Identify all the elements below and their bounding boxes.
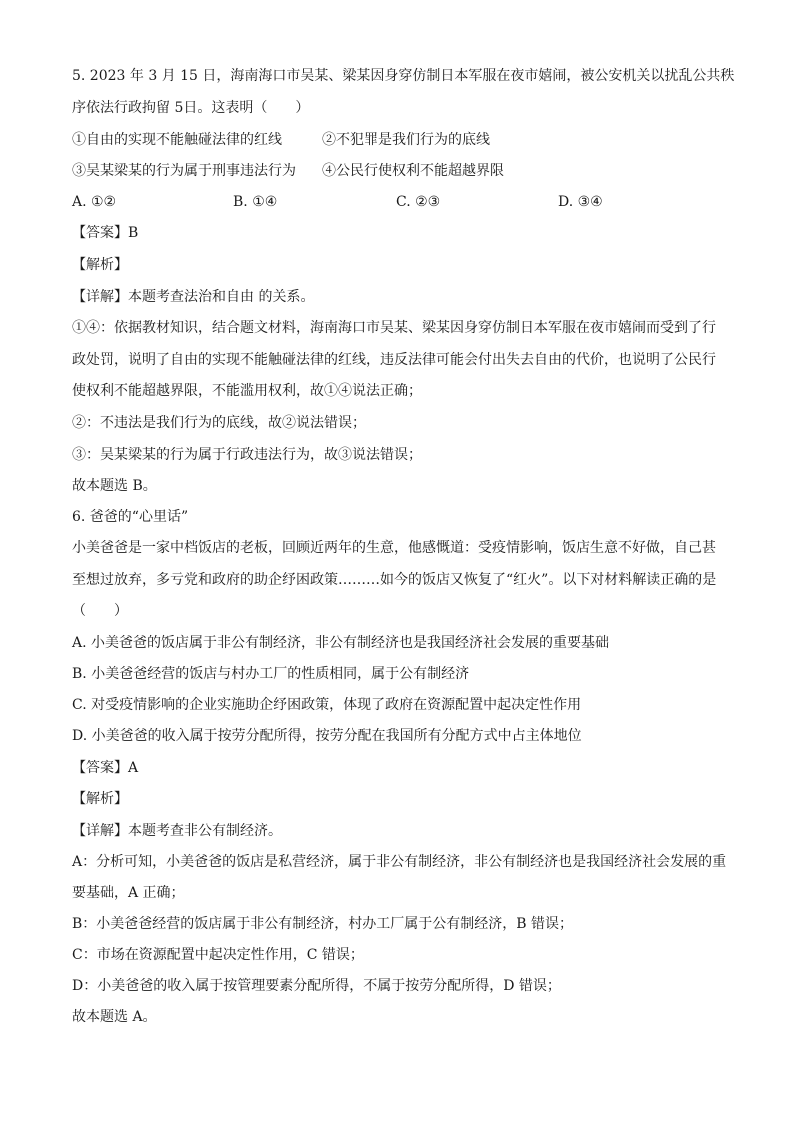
q5-explanation-item-2: ②：不违法是我们行为的底线，故②说法错误；: [72, 415, 366, 431]
q6-stem-line-2: 至想过放弃，多亏党和政府的助企纾困政策………如今的饭店又恢复了“红火”。以下对材料解读正确的是: [72, 572, 717, 588]
q5-option-b: B. ①④: [233, 194, 278, 210]
q5-stem-line-2: 序依法行政拘留 5日。这表明（ ）: [72, 100, 310, 116]
q6-option-d: D. 小美爸爸的收入属于按劳分配所得，按劳分配在我国所有分配方式中占主体地位: [72, 728, 582, 744]
q6-explanation-a-line-1: A：分析可知，小美爸爸的饭店是私营经济，属于非公有制经济，非公有制经济也是我国经济社会发展的重: [72, 854, 727, 870]
q6-title: 6. 爸爸的“心里话”: [72, 509, 189, 525]
q6-explanation-b: B：小美爸爸经营的饭店属于非公有制经济，村办工厂属于公有制经济，B 错误；: [72, 916, 574, 932]
q5-item-2: ②不犯罪是我们行为的底线: [322, 132, 490, 148]
q6-conclusion: 故本题选 A。: [72, 1009, 157, 1025]
q6-explanation-c: C：市场在资源配置中起决定性作用，C 错误；: [72, 947, 364, 963]
q6-stem-line-3: （ ）: [72, 603, 128, 619]
q5-answer: 【答案】B: [72, 225, 139, 241]
q5-explanation-item-3: ③：吴某梁某的行为属于行政违法行为，故③说法错误；: [72, 447, 422, 463]
q5-detail: 【详解】本题考查法治和自由 的关系。: [72, 289, 315, 305]
q5-stem-line-1: 5. 2023 年 3 月 15 日，海南海口市吴某、梁某因身穿仿制日本军服在夜市嬉闹，被公安机关以扰乱公共秩: [72, 68, 735, 84]
q5-explanation-line-1: ①④：依据教材知识，结合题文材料，海南海口市吴某、梁某因身穿仿制日本军服在夜市嬉闹而受到了行: [72, 320, 716, 336]
q5-explanation-line-3: 使权利不能超越界限，不能滥用权利，故①④说法正确；: [72, 383, 422, 399]
q5-option-d: D. ③④: [558, 194, 603, 210]
q5-item-1: ①自由的实现不能触碰法律的红线: [72, 132, 282, 148]
q6-answer: 【答案】A: [72, 760, 139, 776]
q6-explanation-a-line-2: 要基础，A 正确；: [72, 885, 185, 901]
q6-option-c: C. 对受疫情影响的企业实施助企纾困政策，体现了政府在资源配置中起决定性作用: [72, 697, 582, 713]
q6-option-a: A. 小美爸爸的饭店属于非公有制经济，非公有制经济也是我国经济社会发展的重要基础: [72, 635, 610, 651]
q6-option-b: B. 小美爸爸经营的饭店与村办工厂的性质相同，属于公有制经济: [72, 666, 470, 682]
q5-explanation-line-2: 政处罚，说明了自由的实现不能触碰法律的红线，违反法律可能会付出失去自由的代价，也说明了公民行: [72, 352, 716, 368]
q5-conclusion: 故本题选 B。: [72, 478, 157, 494]
q5-item-4: ④公民行使权利不能超越界限: [322, 163, 504, 179]
q5-item-3: ③吴某梁某的行为属于刑事违法行为: [72, 163, 296, 179]
q5-option-a: A. ①②: [72, 194, 117, 210]
q6-detail: 【详解】本题考查非公有制经济。: [72, 823, 282, 839]
q5-analysis-heading: 【解析】: [72, 257, 128, 273]
q5-option-c: C. ②③: [396, 194, 441, 210]
q6-explanation-d: D：小美爸爸的收入属于按管理要素分配所得，不属于按劳分配所得，D 错误；: [72, 978, 561, 994]
q6-analysis-heading: 【解析】: [72, 791, 128, 807]
q6-stem-line-1: 小美爸爸是一家中档饭店的老板，回顾近两年的生意，他感慨道：受疫情影响，饭店生意不好做，自己甚: [72, 540, 716, 556]
